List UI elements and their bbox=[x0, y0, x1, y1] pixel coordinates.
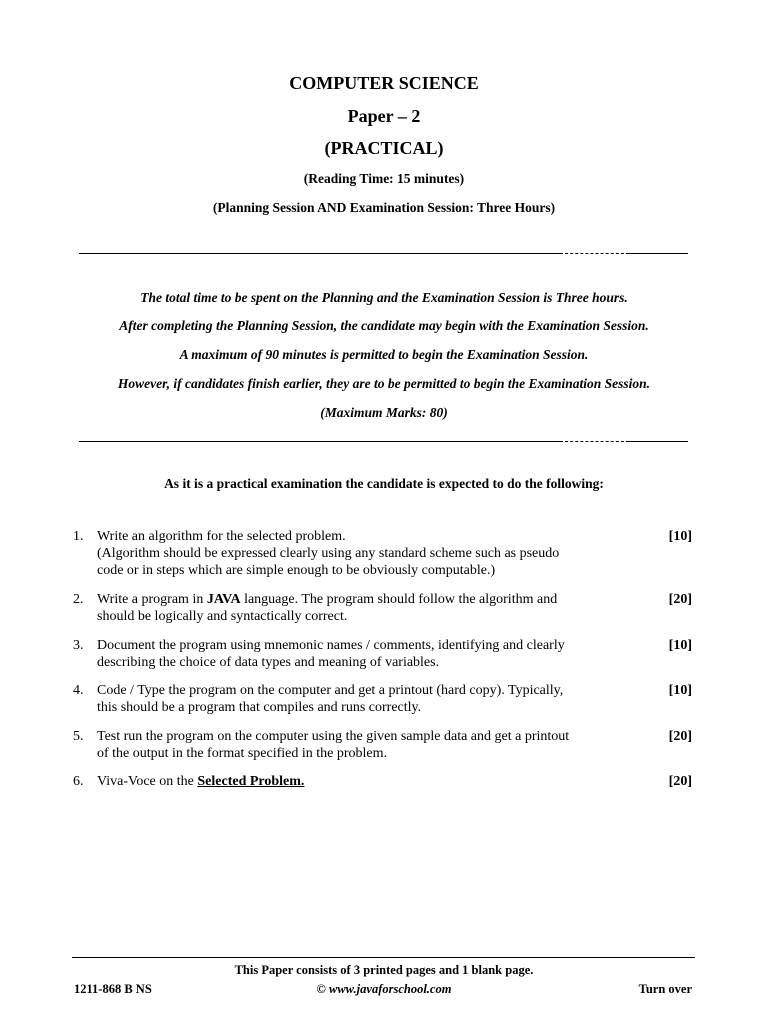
subject-title: COMPUTER SCIENCE bbox=[289, 73, 479, 93]
language-name: JAVA bbox=[206, 592, 241, 607]
item-text: Write an algorithm for the selected problem. bbox=[97, 529, 346, 544]
item-text: Viva-Voce on the bbox=[97, 774, 198, 789]
item-text: Code / Type the program on the computer and get a printout (hard copy). Typically, bbox=[97, 683, 564, 698]
item-marks: [20] bbox=[668, 592, 692, 607]
item-text: of the output in the format specified in the problem. bbox=[97, 746, 388, 761]
item-marks: [10] bbox=[668, 638, 692, 653]
item-marks: [20] bbox=[668, 774, 692, 789]
selected-problem-label: Selected Problem. bbox=[197, 774, 305, 789]
item-text: Test run the program on the computer using the given sample data and get a printout bbox=[97, 729, 570, 744]
task-intro: As it is a practical examination the candidate is expected to do the following: bbox=[164, 476, 604, 491]
item-marks: [20] bbox=[668, 729, 692, 744]
item-text: code or in steps which are simple enough to be obviously computable.) bbox=[97, 563, 496, 578]
item-text: Write a program in bbox=[97, 592, 207, 607]
item-marks: [10] bbox=[668, 683, 692, 698]
page-count-note: This Paper consists of 3 printed pages and 1 blank page. bbox=[234, 963, 534, 977]
instruction-line: A maximum of 90 minutes is permitted to begin the Examination Session. bbox=[179, 347, 589, 362]
separator-rule bbox=[79, 244, 688, 258]
instruction-line: The total time to be spent on the Planning and the Examination Session is Three hours. bbox=[140, 290, 628, 305]
paper-number: Paper – 2 bbox=[347, 106, 421, 126]
item-number: 4. bbox=[73, 683, 84, 698]
item-text: language. The program should follow the algorithm and bbox=[240, 592, 558, 607]
turn-over-label: Turn over bbox=[638, 982, 692, 996]
website-credit: © www.javaforschool.com bbox=[316, 982, 452, 996]
separator-rule bbox=[79, 432, 688, 446]
item-text: this should be a program that compiles and runs correctly. bbox=[97, 700, 422, 715]
item-number: 6. bbox=[73, 774, 84, 789]
paper-code: 1211-868 B NS bbox=[74, 982, 152, 996]
item-text: describing the choice of data types and meaning of variables. bbox=[97, 655, 440, 670]
item-marks: [10] bbox=[668, 529, 692, 544]
paper-type: (PRACTICAL) bbox=[324, 138, 444, 158]
item-number: 1. bbox=[73, 529, 84, 544]
instruction-line: However, if candidates finish earlier, they are to be permitted to begin the Examination Session. bbox=[117, 376, 651, 391]
item-text: should be logically and syntactically correct. bbox=[97, 609, 348, 624]
item-number: 2. bbox=[73, 592, 84, 607]
item-text: (Algorithm should be expressed clearly using any standard scheme such as pseudo bbox=[97, 546, 560, 561]
session-duration: (Planning Session AND Examination Session: Three Hours) bbox=[212, 200, 556, 215]
item-number: 5. bbox=[73, 729, 84, 744]
maximum-marks: (Maximum Marks: 80) bbox=[320, 405, 448, 420]
item-number: 3. bbox=[73, 638, 84, 653]
reading-time: (Reading Time: 15 minutes) bbox=[303, 171, 465, 186]
instruction-line: After completing the Planning Session, the candidate may begin with the Examination Session. bbox=[119, 318, 649, 333]
item-text: Document the program using mnemonic names / comments, identifying and clearly bbox=[97, 638, 565, 653]
footer-rule bbox=[72, 957, 695, 958]
